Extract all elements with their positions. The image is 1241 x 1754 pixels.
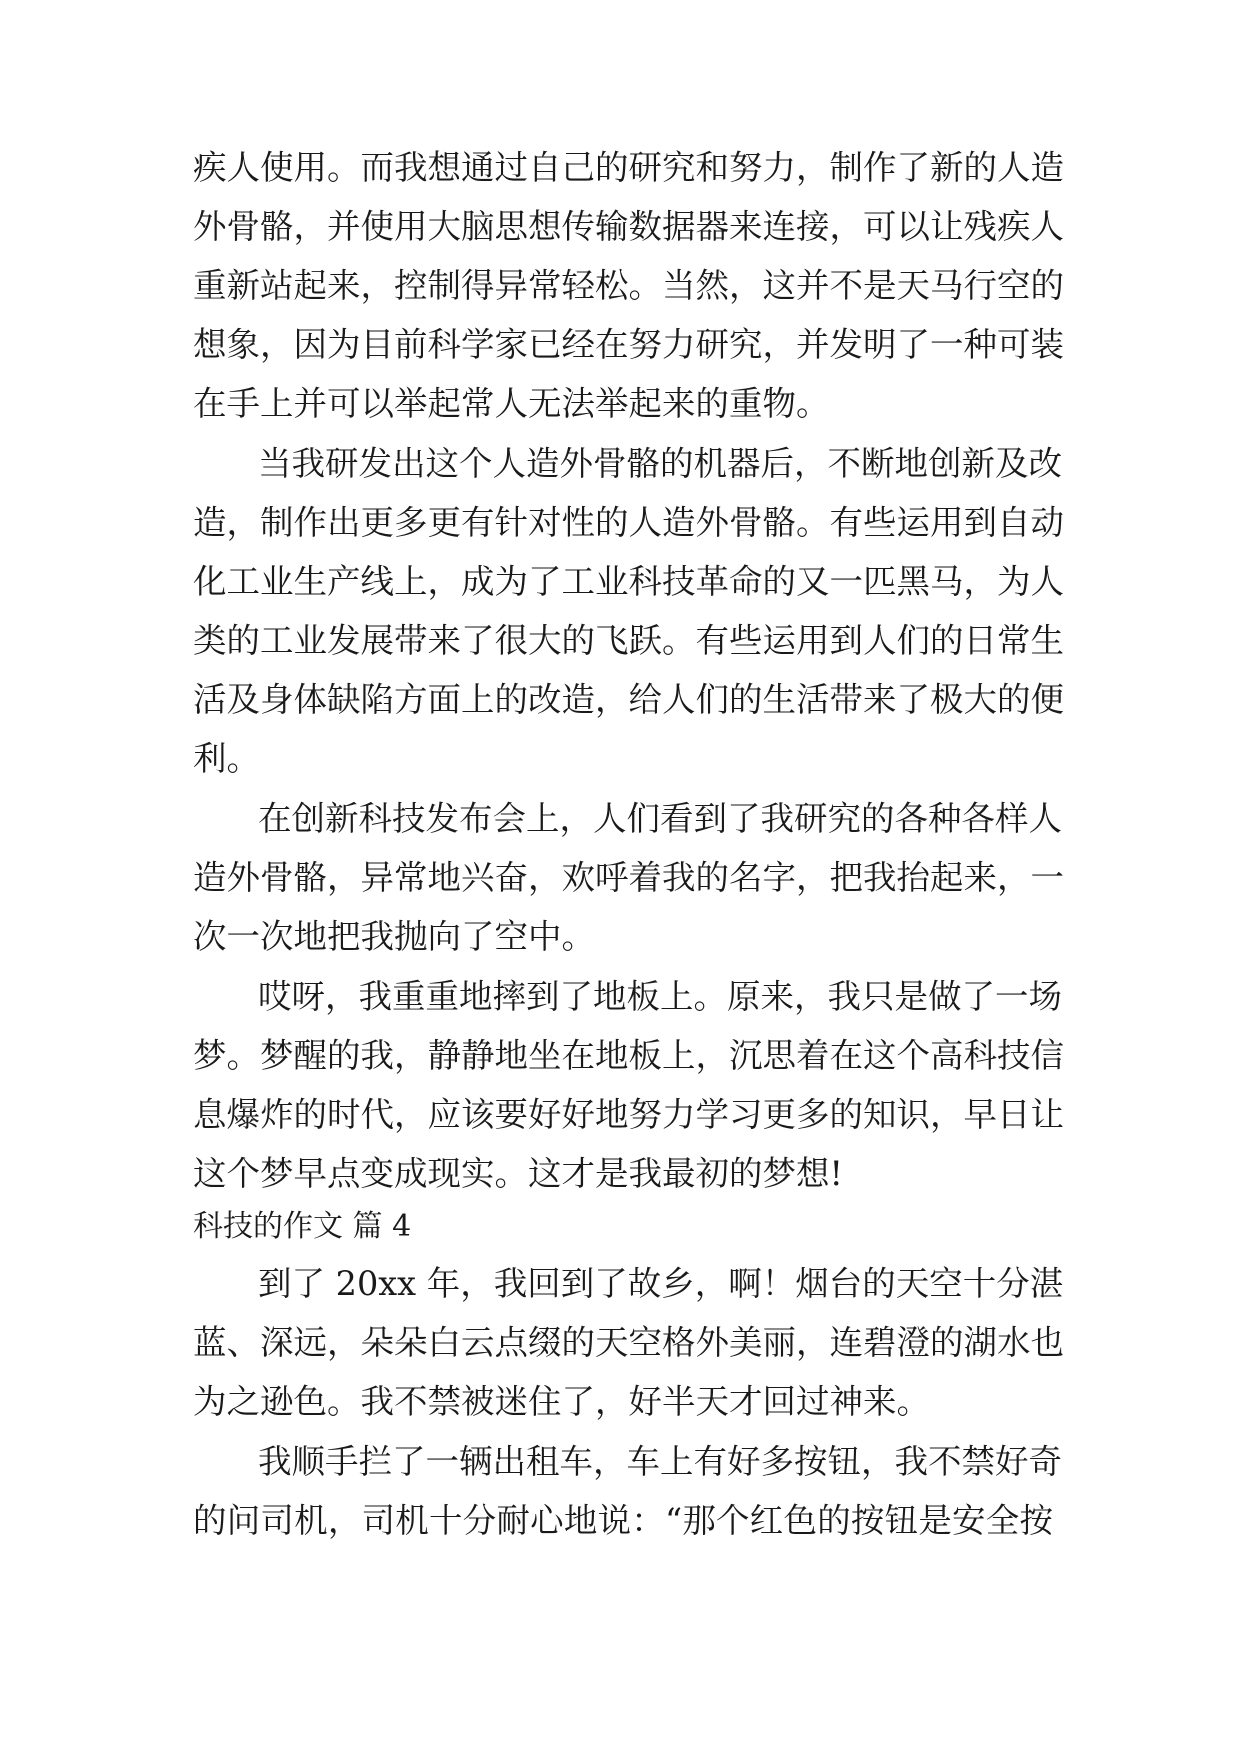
text-line: 类的工业发展带来了很大的飞跃。有些运用到人们的日常生 — [193, 621, 1064, 660]
text-line: 蓝、深远，朵朵白云点缀的天空格外美丽，连碧澄的湖水也 — [193, 1323, 1064, 1362]
text-line: 造外骨骼，异常地兴奋，欢呼着我的名字，把我抬起来，一 — [193, 858, 1064, 897]
text-line: 为之逊色。我不禁被迷住了，好半天才回过神来。 — [193, 1382, 930, 1421]
text-line: 外骨骼，并使用大脑思想传输数据器来连接，可以让残疾人 — [193, 207, 1064, 246]
text-line: 重新站起来，控制得异常轻松。当然，这并不是天马行空的 — [193, 266, 1064, 305]
text-line: 疾人使用。而我想通过自己的研究和努力，制作了新的人造 — [193, 148, 1064, 187]
section-heading: 科技的作文 篇 4 — [193, 1209, 412, 1244]
text-line: 造，制作出更多更有针对性的人造外骨骼。有些运用到自动 — [193, 503, 1064, 542]
text-line: 化工业生产线上，成为了工业科技革命的又一匹黑马，为人 — [193, 562, 1064, 601]
text-line: 这个梦早点变成现实。这才是我最初的梦想! — [193, 1154, 843, 1193]
paragraph-first-line: 到了 20xx 年，我回到了故乡，啊！烟台的天空十分湛 — [258, 1264, 1064, 1303]
text-line: 在手上并可以举起常人无法举起来的重物。 — [193, 384, 830, 423]
paragraph-first-line: 在创新科技发布会上，人们看到了我研究的各种各样人 — [258, 799, 1062, 838]
text-line: 次一次地把我抛向了空中。 — [193, 917, 595, 956]
text-line: 活及身体缺陷方面上的改造，给人们的生活带来了极大的便 — [193, 680, 1064, 719]
text-line: 息爆炸的时代，应该要好好地努力学习更多的知识，早日让 — [193, 1095, 1064, 1134]
text-line: 梦。梦醒的我，静静地坐在地板上，沉思着在这个高科技信 — [193, 1036, 1064, 1075]
text-line: 的问司机，司机十分耐心地说：“那个红色的按钮是安全按 — [193, 1501, 1053, 1540]
paragraph-first-line: 我顺手拦了一辆出租车，车上有好多按钮，我不禁好奇 — [258, 1442, 1062, 1481]
paragraph-first-line: 当我研发出这个人造外骨骼的机器后，不断地创新及改 — [258, 444, 1062, 483]
text-line: 利。 — [193, 739, 260, 778]
paragraph-first-line: 哎呀，我重重地摔到了地板上。原来，我只是做了一场 — [258, 977, 1062, 1016]
text-line: 想象，因为目前科学家已经在努力研究，并发明了一种可装 — [193, 325, 1064, 364]
